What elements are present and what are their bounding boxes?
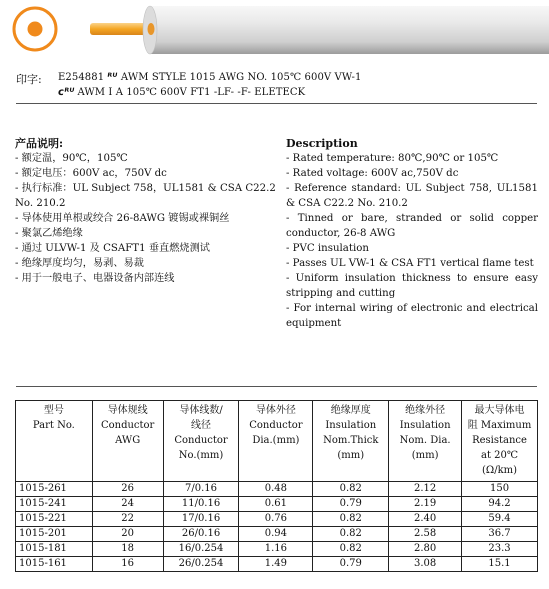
description-cn-item: - 聚氯乙烯绝缘 — [15, 228, 83, 239]
description-cn-item: - 执行标准：UL Subject 758，UL1581 & CSA C22.2 No. 210.2 — [15, 183, 276, 209]
description-cn-item: - 通过 ULVW-1 及 CSAFT1 垂直燃烧测试 — [15, 243, 210, 254]
description-en-item: - Rated temperature: 80℃,90℃ or 105℃ — [286, 153, 499, 164]
table-body — [16, 482, 538, 572]
table-header-text: (mm) — [337, 450, 365, 461]
table-header-text: Part No. — [32, 420, 75, 431]
cul-recognized-mark: cᴿᵁ — [57, 87, 75, 98]
description-en-item: - Reference standard: UL Subject 758, UL1581 & CSA C22.2 No. 210.2 — [286, 183, 538, 209]
table-header-text: 导体线数/ — [179, 405, 223, 416]
table-cell: 2.12 — [389, 482, 462, 497]
table-header-cell — [462, 401, 538, 482]
table-row — [16, 527, 538, 542]
table-row — [16, 542, 538, 557]
cross-section-core — [28, 22, 43, 37]
table-cell: 24 — [92, 497, 163, 512]
table-header-text: Insulation — [399, 420, 451, 431]
table-header-text: (Ω/km) — [482, 465, 518, 476]
description-en-item: - Passes UL VW-1 & CSA FT1 vertical flame test — [286, 258, 534, 269]
table-header-cell — [313, 401, 389, 482]
table-cell: 0.82 — [313, 542, 389, 557]
table-header-cell — [389, 401, 462, 482]
table-header-cell — [163, 401, 239, 482]
table-cell: 2.58 — [389, 527, 462, 542]
wire-illustration — [0, 0, 549, 62]
description-en-item: - PVC insulation — [286, 243, 369, 254]
table-header-text: Dia.(mm) — [252, 435, 300, 446]
table-header-text: Nom.Thick — [323, 435, 379, 446]
table-cell: 0.79 — [313, 557, 389, 572]
table-cell: 23.3 — [462, 542, 538, 557]
table-header-text: Conductor — [174, 435, 228, 446]
print-marking-line-1: E254881 ᴿᵁ AWM STYLE 1015 AWG NO. 105℃ 600V VW-1 — [58, 72, 362, 83]
table-cell: 36.7 — [462, 527, 538, 542]
table-header-text: AWG — [115, 435, 141, 446]
table-cell: 0.76 — [239, 512, 313, 527]
table-cell: 26/0.16 — [163, 527, 239, 542]
table-cell: 26 — [92, 482, 163, 497]
table-row — [16, 512, 538, 527]
table-cell: 0.94 — [239, 527, 313, 542]
table-header-cell — [239, 401, 313, 482]
table-cell: 18 — [92, 542, 163, 557]
description-english-heading: Description — [286, 137, 358, 150]
table-row — [16, 497, 538, 512]
table-cell: 11/0.16 — [163, 497, 239, 512]
table-cell: 26/0.254 — [163, 557, 239, 572]
part-number-cell: 1015-261 — [16, 482, 93, 497]
table-header-text: 导体规线 — [107, 405, 148, 416]
table-cell: 7/0.16 — [163, 482, 239, 497]
print-marking-line-2: cᴿᵁ AWM I A 105℃ 600V FT1 -LF- -F- ELETECK — [57, 87, 306, 98]
description-cn-item: - 额定电压：600V ac，750V dc — [15, 168, 167, 179]
description-cn-item: - 用于一般电子、电器设备内部连线 — [15, 273, 175, 284]
exposed-conductor — [90, 23, 152, 35]
part-number-cell: 1015-241 — [16, 497, 93, 512]
table-header-text: 型号 — [43, 405, 64, 416]
description-cn-item: - 导体使用单根或绞合 26-8AWG 镀锡或裸铜丝 — [15, 213, 230, 224]
table-header-text: 线径 — [191, 420, 212, 431]
table-cell: 1.16 — [239, 542, 313, 557]
table-header-text: Insulation — [325, 420, 377, 431]
table-cell: 20 — [92, 527, 163, 542]
ul-recognized-mark: ᴿᵁ — [106, 72, 119, 83]
table-cell: 22 — [92, 512, 163, 527]
table-cell: 94.2 — [462, 497, 538, 512]
table-cell: 17/0.16 — [163, 512, 239, 527]
part-number-cell: 1015-161 — [16, 557, 93, 572]
table-cell: 2.80 — [389, 542, 462, 557]
table-cell: 0.82 — [313, 482, 389, 497]
table-header-text: 绝缘外径 — [405, 405, 446, 416]
table-cell: 0.79 — [313, 497, 389, 512]
table-cell: 0.48 — [239, 482, 313, 497]
description-chinese-heading: 产品说明: — [15, 137, 64, 150]
description-cn-item: - 额定温，90℃，105℃ — [15, 153, 128, 164]
description-en-item: - Tinned or bare, stranded or solid copper conductor, 26-8 AWG — [286, 213, 538, 239]
part-number-cell: 1015-221 — [16, 512, 93, 527]
specification-table — [15, 400, 538, 572]
description-en-item: - Uniform insulation thickness to ensure easy stripping and cutting — [286, 273, 538, 299]
table-cell: 0.61 — [239, 497, 313, 512]
table-header-text: Conductor — [249, 420, 303, 431]
table-header-text: Conductor — [100, 420, 155, 431]
insulation-sheath — [145, 6, 549, 54]
table-cell: 0.82 — [313, 512, 389, 527]
divider-top — [16, 103, 537, 104]
table-header-text: (mm) — [411, 450, 439, 461]
table-header-row — [16, 401, 538, 482]
table-header-text: Resistance — [472, 435, 527, 446]
print-marking-label: 印字: — [16, 73, 42, 86]
table-header-text: at 20℃ — [480, 450, 519, 461]
table-row — [16, 482, 538, 497]
table-header-text: Nom. Dia. — [399, 435, 451, 446]
divider-bottom — [16, 386, 537, 387]
description-en-item: - For internal wiring of electronic and electrical equipment — [286, 303, 538, 329]
table-header-cell — [16, 401, 93, 482]
table-header-text: 绝缘厚度 — [330, 405, 371, 416]
description-en-item: - Rated voltage: 600V ac,750V dc — [286, 168, 459, 179]
table-header-text: 最大导体电 — [474, 405, 525, 416]
table-header-text: 导体外径 — [255, 405, 296, 416]
table-header-text: No.(mm) — [178, 450, 224, 461]
table-row — [16, 557, 538, 572]
table-cell: 59.4 — [462, 512, 538, 527]
table-cell: 3.08 — [389, 557, 462, 572]
part-number-cell: 1015-201 — [16, 527, 93, 542]
description-english — [286, 136, 538, 331]
table-cell: 2.19 — [389, 497, 462, 512]
table-cell: 1.49 — [239, 557, 313, 572]
description-cn-item: - 绝缘厚度均匀，易剥、易裁 — [15, 258, 144, 269]
table-cell: 2.40 — [389, 512, 462, 527]
table-cell: 150 — [462, 482, 538, 497]
table-cell: 16 — [92, 557, 163, 572]
table-header-cell — [92, 401, 163, 482]
table-header-text: 阻 Maximum — [467, 420, 532, 431]
table-cell: 15.1 — [462, 557, 538, 572]
part-number-cell: 1015-181 — [16, 542, 93, 557]
description-chinese — [15, 136, 277, 286]
table-cell: 0.82 — [313, 527, 389, 542]
table-cell: 16/0.254 — [163, 542, 239, 557]
